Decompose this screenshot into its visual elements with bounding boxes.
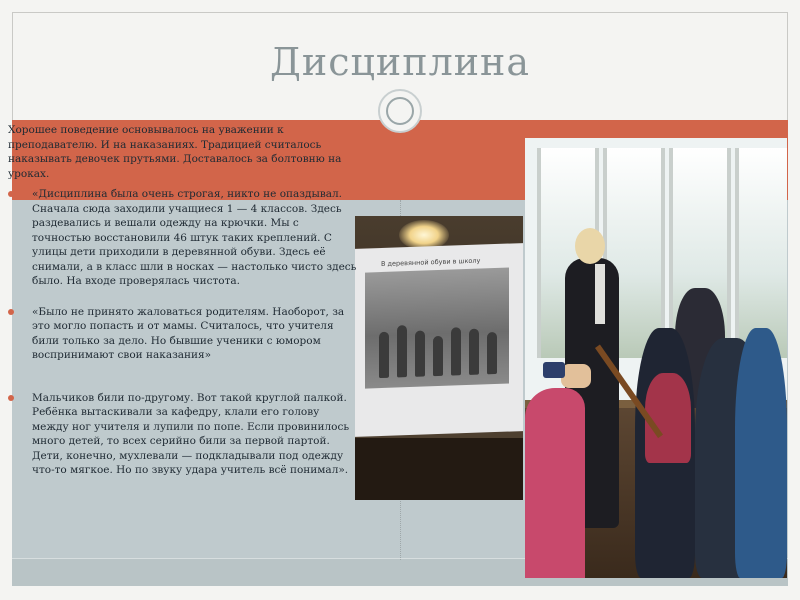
- child-figure: [735, 328, 787, 578]
- bullet-dot-icon: [8, 191, 14, 197]
- bullet-text: «Было не принято жаловаться родителям. Наоборот, за это могло попасть и от мамы. Считалось, что учителя били только за дело. Но бывшие ученики с юмором воспринимают свои наказания»: [32, 305, 345, 361]
- projection-screen: [355, 243, 523, 437]
- intro-paragraph: Хорошее поведение основывалось на уважении к преподавателю. И на наказаниях. Традицией считалось наказывать девочек прутьями. Доставалось за болтовню на уроках.: [8, 124, 342, 180]
- child-figure: [433, 336, 443, 376]
- projector-screen-photo: [355, 216, 523, 500]
- bullet-dot-icon: [8, 309, 14, 315]
- bullet-item: [8, 391, 358, 478]
- classroom-photo: [525, 138, 787, 578]
- child-figure: [415, 330, 425, 376]
- child-figure: [469, 329, 479, 375]
- photographer-hand: [561, 364, 591, 388]
- text-block: [8, 123, 358, 494]
- window: [735, 148, 787, 358]
- slide-title: Дисциплина: [269, 40, 531, 84]
- circle-ornament-icon: [378, 89, 422, 133]
- child-figure: [451, 327, 461, 375]
- camera-icon: [543, 362, 565, 378]
- bullet-text: «Дисциплина была очень строгая, никто не опаздывал. Сначала сюда заходили учащиеся 1 — 4 классов. Здесь раздевались и вешали одежду на крючки. Мы с точностью восстановили 46 штук таких креплений. С улицы дети приходили в деревянной обуви. Здесь её снимали, а в класс шли в носках — настолько чисто здесь было. На входе проверялась чистота.: [32, 188, 357, 287]
- screen-caption: В деревянной обуви в школу: [381, 256, 481, 269]
- bullet-list: [8, 187, 358, 478]
- historic-school-photo: [365, 268, 509, 389]
- bullet-item: [8, 187, 358, 289]
- photographer-pink-coat: [525, 388, 585, 578]
- bullet-text: Мальчиков били по-другому. Вот такой круглой палкой. Ребёнка вытаскивали за кафедру, клали его голову между ног учителя и лупили по попе. Если провинилось много детей, то всех серийно били за первой партой. Дети, конечно, мухлевали — подкладывали под одежду что-то мягкое. Но по звуку удара учитель всё понимал».: [32, 391, 350, 476]
- teacher-scarf: [595, 264, 605, 324]
- child-figure: [487, 332, 497, 374]
- child-figure: [379, 332, 389, 378]
- bullet-dot-icon: [8, 395, 14, 401]
- child-figure: [397, 325, 407, 377]
- bullet-item: [8, 305, 358, 363]
- teacher-head: [575, 228, 605, 264]
- dark-stage: [355, 438, 523, 500]
